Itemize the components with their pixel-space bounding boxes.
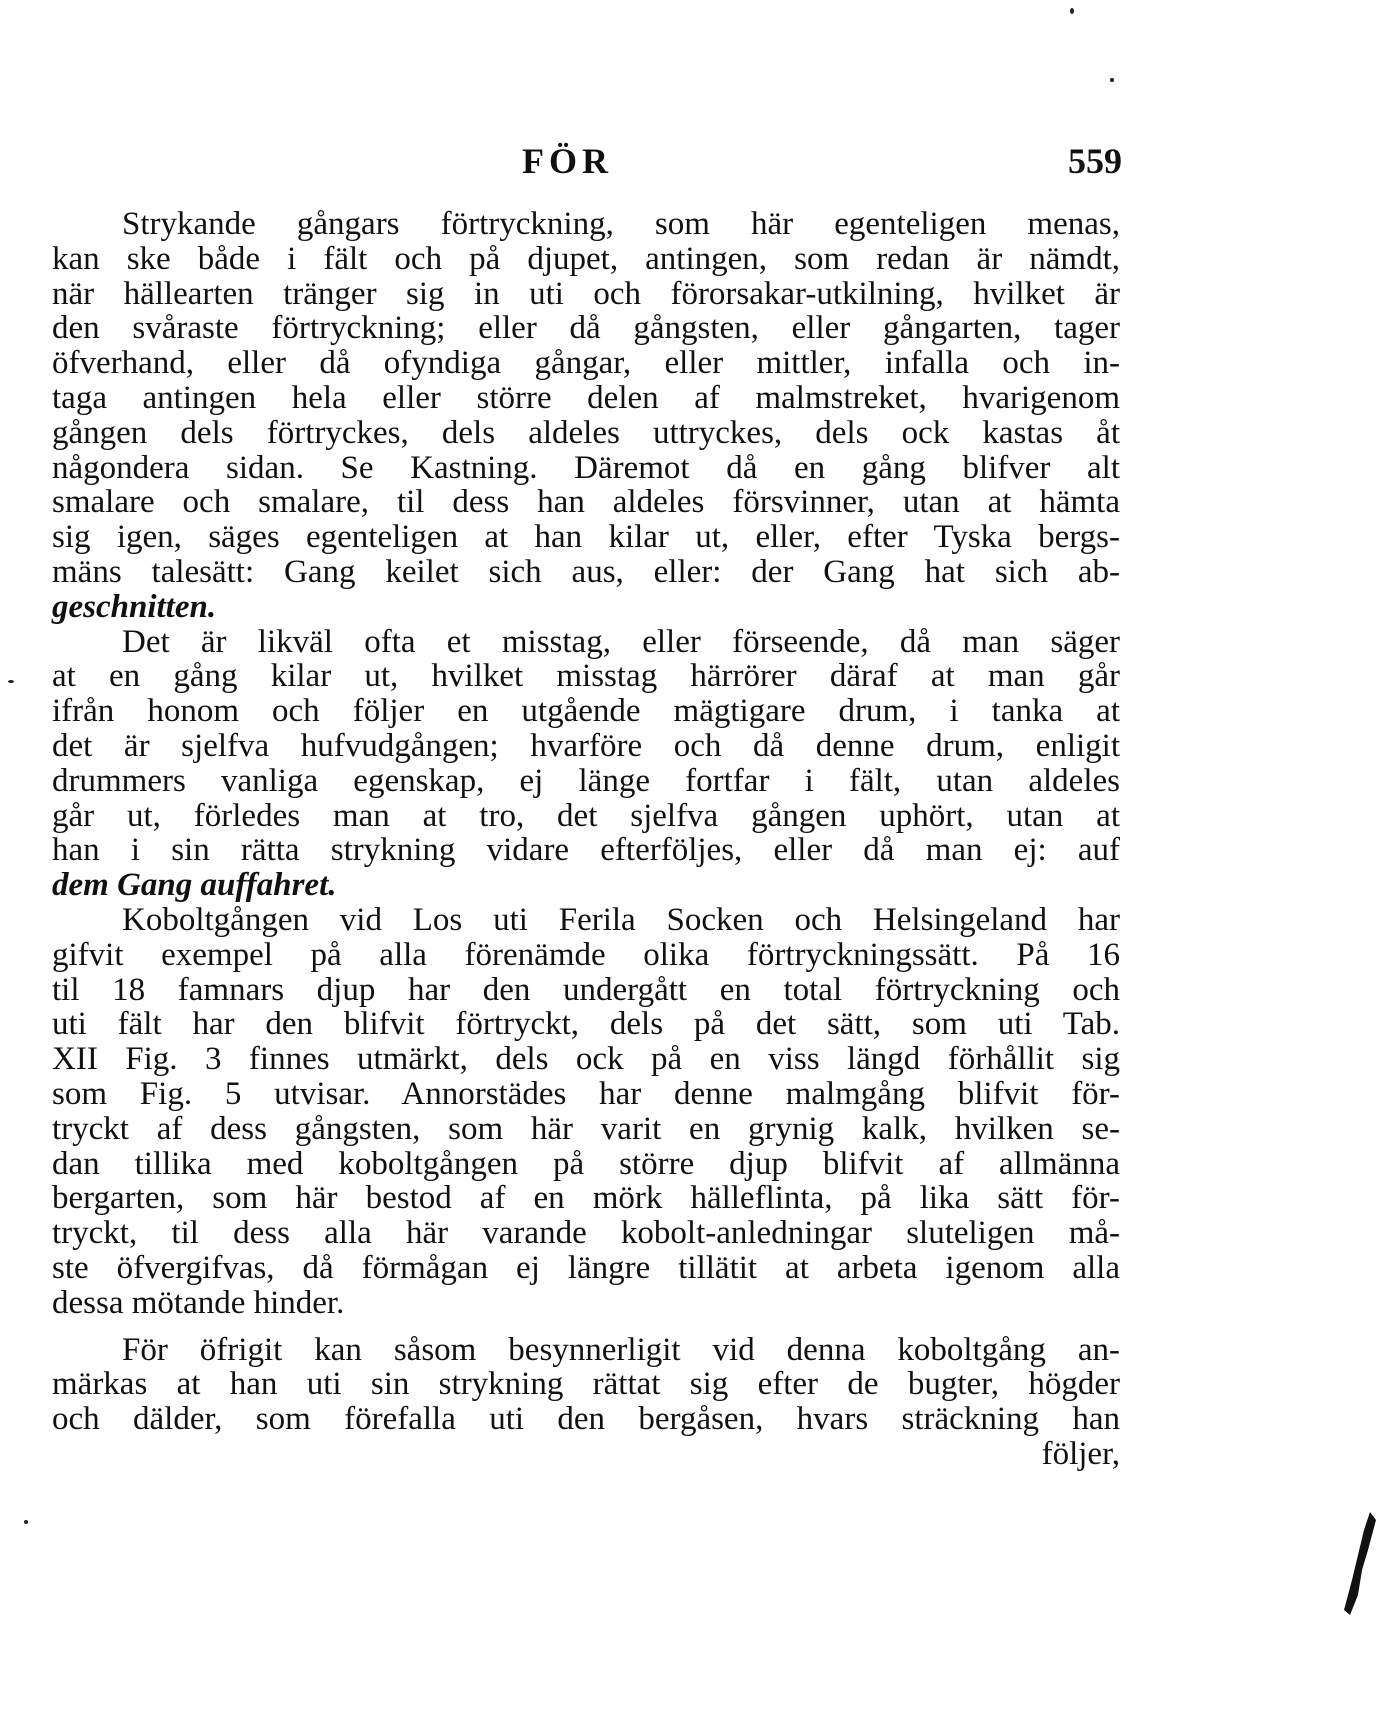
text-line: XII Fig. 3 finnes utmärkt, dels ock på en viss längd förhållit sig — [52, 1041, 1120, 1078]
body-text — [52, 207, 1120, 1472]
text-line: tryckt af dess gångsten, som här varit en grynig kalk, hvilken se- — [52, 1110, 1120, 1147]
scan-speck — [1070, 8, 1074, 14]
scan-speck — [1110, 78, 1114, 82]
scan-speck — [24, 1520, 28, 1524]
text-line: För öfrigit kan såsom besynnerligit vid denna koboltgång an- — [122, 1331, 1120, 1368]
text-line: när hällearten tränger sig in uti och förorsakar-utkilning, hvilket är — [52, 275, 1120, 312]
text-line: ifrån honom och följer en utgående mägtigare drum, i tanka at — [52, 693, 1120, 730]
text-line: kan ske både i fält och på djupet, antingen, som redan är nämdt, — [52, 240, 1120, 277]
text-line: til 18 famnars djup har den undergått en total förtryckning och — [52, 971, 1120, 1008]
paragraph — [52, 1333, 1120, 1472]
text-line: gången dels förtryckes, dels aldeles uttryckes, dels ock kastas åt — [52, 414, 1120, 451]
text-line: det är sjelfva hufvudgången; hvarföre och då denne drum, enligit — [52, 727, 1120, 764]
text-line: taga antingen hela eller större delen af malmstreket, hvarigenom — [52, 379, 1120, 416]
text-line: följer, — [1041, 1435, 1120, 1472]
text-line: märkas at han uti sin strykning rättat sig efter de bugter, högder — [52, 1366, 1120, 1403]
page-number: 559 — [1068, 141, 1122, 181]
text-line: och dälder, som förefalla uti den bergåsen, hvars sträckning han — [52, 1401, 1120, 1438]
text-line: dan tillika med koboltgången på större djup blifvit af allmänna — [52, 1145, 1120, 1182]
text-line: går ut, förledes man at tro, det sjelfva gången uphört, utan at — [52, 797, 1120, 834]
text-line: smalare och smalare, til dess han aldeles försvinner, utan at hämta — [52, 484, 1120, 521]
text-line: bergarten, som här bestod af en mörk hälleflinta, på lika sätt för- — [52, 1180, 1120, 1217]
text-line: han i sin rätta strykning vidare efterföljes, eller då man ej: auf — [52, 832, 1120, 869]
text-line: tryckt, til dess alla här varande kobolt-anledningar sluteligen må- — [52, 1215, 1120, 1252]
text-line: gifvit exempel på alla förenämde olika förtryckningssätt. På 16 — [52, 936, 1120, 973]
text-line: som Fig. 5 utvisar. Annorstädes har denne malmgång blifvit för- — [52, 1075, 1120, 1112]
paragraph — [52, 625, 1120, 903]
text-line: mäns talesätt: Gang keilet sich aus, eller: der Gang hat sich ab- — [52, 553, 1120, 590]
text-line: Det är likväl ofta et misstag, eller förseende, då man säger — [122, 623, 1120, 660]
paragraph — [52, 207, 1120, 625]
scan-speck — [8, 680, 14, 683]
text-line: at en gång kilar ut, hvilket misstag härrörer däraf at man går — [52, 658, 1120, 695]
page-title: FÖR — [522, 141, 613, 181]
text-line: någondera sidan. Se Kastning. Däremot då en gång blifver alt — [52, 449, 1120, 486]
paragraph-gap — [52, 1321, 1120, 1333]
text-line: ste öfvergifvas, då förmågan ej längre tillätit at arbeta igenom alla — [52, 1249, 1120, 1286]
text-line: öfverhand, eller då ofyndiga gångar, eller mittler, infalla och in- — [52, 345, 1120, 382]
text-line: Strykande gångars förtryckning, som här egenteligen menas, — [122, 206, 1120, 242]
ink-smudge — [1340, 1510, 1380, 1620]
running-head — [52, 140, 1122, 190]
text-line: Koboltgången vid Los uti Ferila Socken och Helsingeland har — [122, 901, 1120, 938]
text-line: uti fält har den blifvit förtryckt, dels på det sätt, som uti Tab. — [52, 1006, 1120, 1043]
text-line: sig igen, säges egenteligen at han kilar ut, eller, efter Tyska bergs- — [52, 519, 1120, 556]
paragraph — [52, 903, 1120, 1321]
text-line: dessa mötande hinder. — [52, 1284, 345, 1321]
text-line: drummers vanliga egenskap, ej länge fortfar i fält, utan aldeles — [52, 762, 1120, 799]
text-line: geschnitten. — [52, 588, 217, 625]
text-line: den svåraste förtryckning; eller då gångsten, eller gångarten, tager — [52, 310, 1120, 347]
text-line: dem Gang auffahret. — [52, 867, 337, 904]
